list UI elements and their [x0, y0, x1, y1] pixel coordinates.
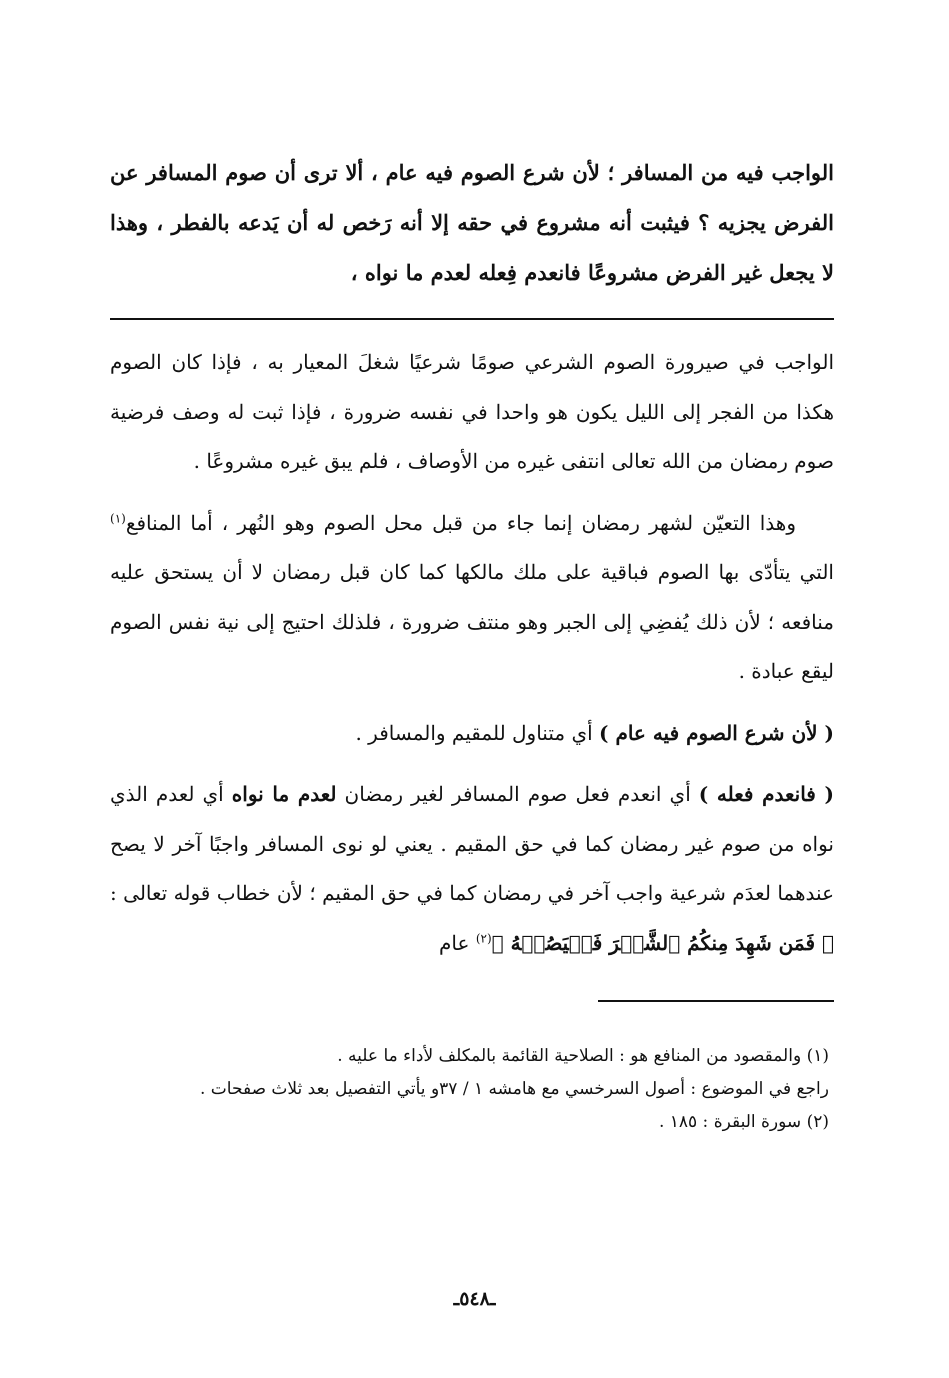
sharh-commentary-block	[110, 338, 834, 968]
sharh-paragraph-2	[110, 499, 834, 697]
sharh-paragraph-3	[110, 709, 834, 759]
footnote-2-text: سورة البقرة : ١٨٥ .	[658, 1112, 802, 1132]
matn-paragraph: الواجب فيه من المسافر ؛ لأن شرع الصوم فيه عام ، ألا ترى أن صوم المسافر عن الفرض يجزيه ؟ فيثبت أنه مشروع في حقه إلا أنه رَخص له أن يَدعه بالفطر ، وهذا لا يجعل غير الفرض مشروعًا فانعدم فِعله لعدم ما نواه ،	[110, 160, 834, 285]
sharh-paragraph-4	[110, 770, 834, 968]
footnote-ref-1[interactable]: (١)	[110, 510, 126, 525]
matn-text-block	[110, 148, 834, 298]
footnote-2	[110, 1106, 829, 1139]
footnote-1-number: (١)	[806, 1046, 829, 1066]
footnote-1-continuation: راجع في الموضوع : أصول السرخسي مع هامشه ١ / ٣٧و يأتي التفصيل بعد ثلاث صفحات .	[200, 1079, 829, 1099]
quran-verse: ﴿ فَمَن شَهِدَ مِنكُمُ ٱلشَّهۡرَ فَلۡيَصُمۡهُ ﴾	[491, 930, 834, 955]
footnotes-block	[110, 1040, 829, 1139]
matn-separator-line	[110, 318, 834, 320]
sharh-p4-rest: أي لعدم الذي نواه من صوم غير رمضان كما في حق المقيم . يعني لو نوى المسافر واجبًا آخر لا يصح عندهما لعدَم شرعية واجب آخر في رمضان كما في حق المقيم ؛ لأن خطاب قوله تعالى :	[110, 782, 834, 905]
page-number: ـ٥٤٨ـ	[453, 1288, 496, 1310]
footnote-separator-line	[598, 1000, 834, 1002]
quoted-matn-phrase-2: ( فانعدم فعله )	[698, 782, 834, 806]
quoted-matn-phrase-3: لعدم ما نواه	[231, 782, 337, 806]
footnote-1-text: والمقصود من المنافع هو : الصلاحية القائمة بالمكلف لأداء ما عليه .	[337, 1046, 802, 1066]
footnote-1	[110, 1040, 829, 1073]
sharh-p3-rest: أي متناول للمقيم والمسافر .	[355, 720, 600, 745]
quoted-matn-phrase: ( لأن شرع الصوم فيه عام )	[599, 720, 834, 745]
sharh-p2-end: التي يتأدّى بها الصوم فباقية على ملك مالكها كما كان قبل رمضان لا أن يستحق عليه منافعه ؛ لأن ذلك يُفضِي إلى الجبر وهو منتف ضرورة ، فلذلك احتيج إلى نية نفس الصوم ليقع عبادة .	[110, 560, 834, 683]
sharh-paragraph-1: الواجب في صيرورة الصوم الشرعي صومًا شرعيًا شغلَ المعيار به ، فإذا كان الصوم هكذا من الفجر إلى الليل يكون هو واحدا في نفسه ضرورة ، فإذا ثبت له وصف فرضية صوم رمضان من الله تعالى انتفى غيره من الأوصاف ، فلم يبق غيره مشروعًا .	[110, 350, 834, 473]
sharh-p2-start: وهذا التعيّن لشهر رمضان إنما جاء من قبل محل الصوم وهو النُهر ، أما المنافع	[125, 510, 796, 535]
footnote-ref-2[interactable]: (٢)	[475, 930, 492, 945]
sharh-p4-mid: أي انعدم فعل صوم المسافر لغير رمضان	[336, 782, 699, 806]
sharh-p4-end: عام	[439, 930, 476, 955]
footnote-2-number: (٢)	[806, 1112, 829, 1132]
